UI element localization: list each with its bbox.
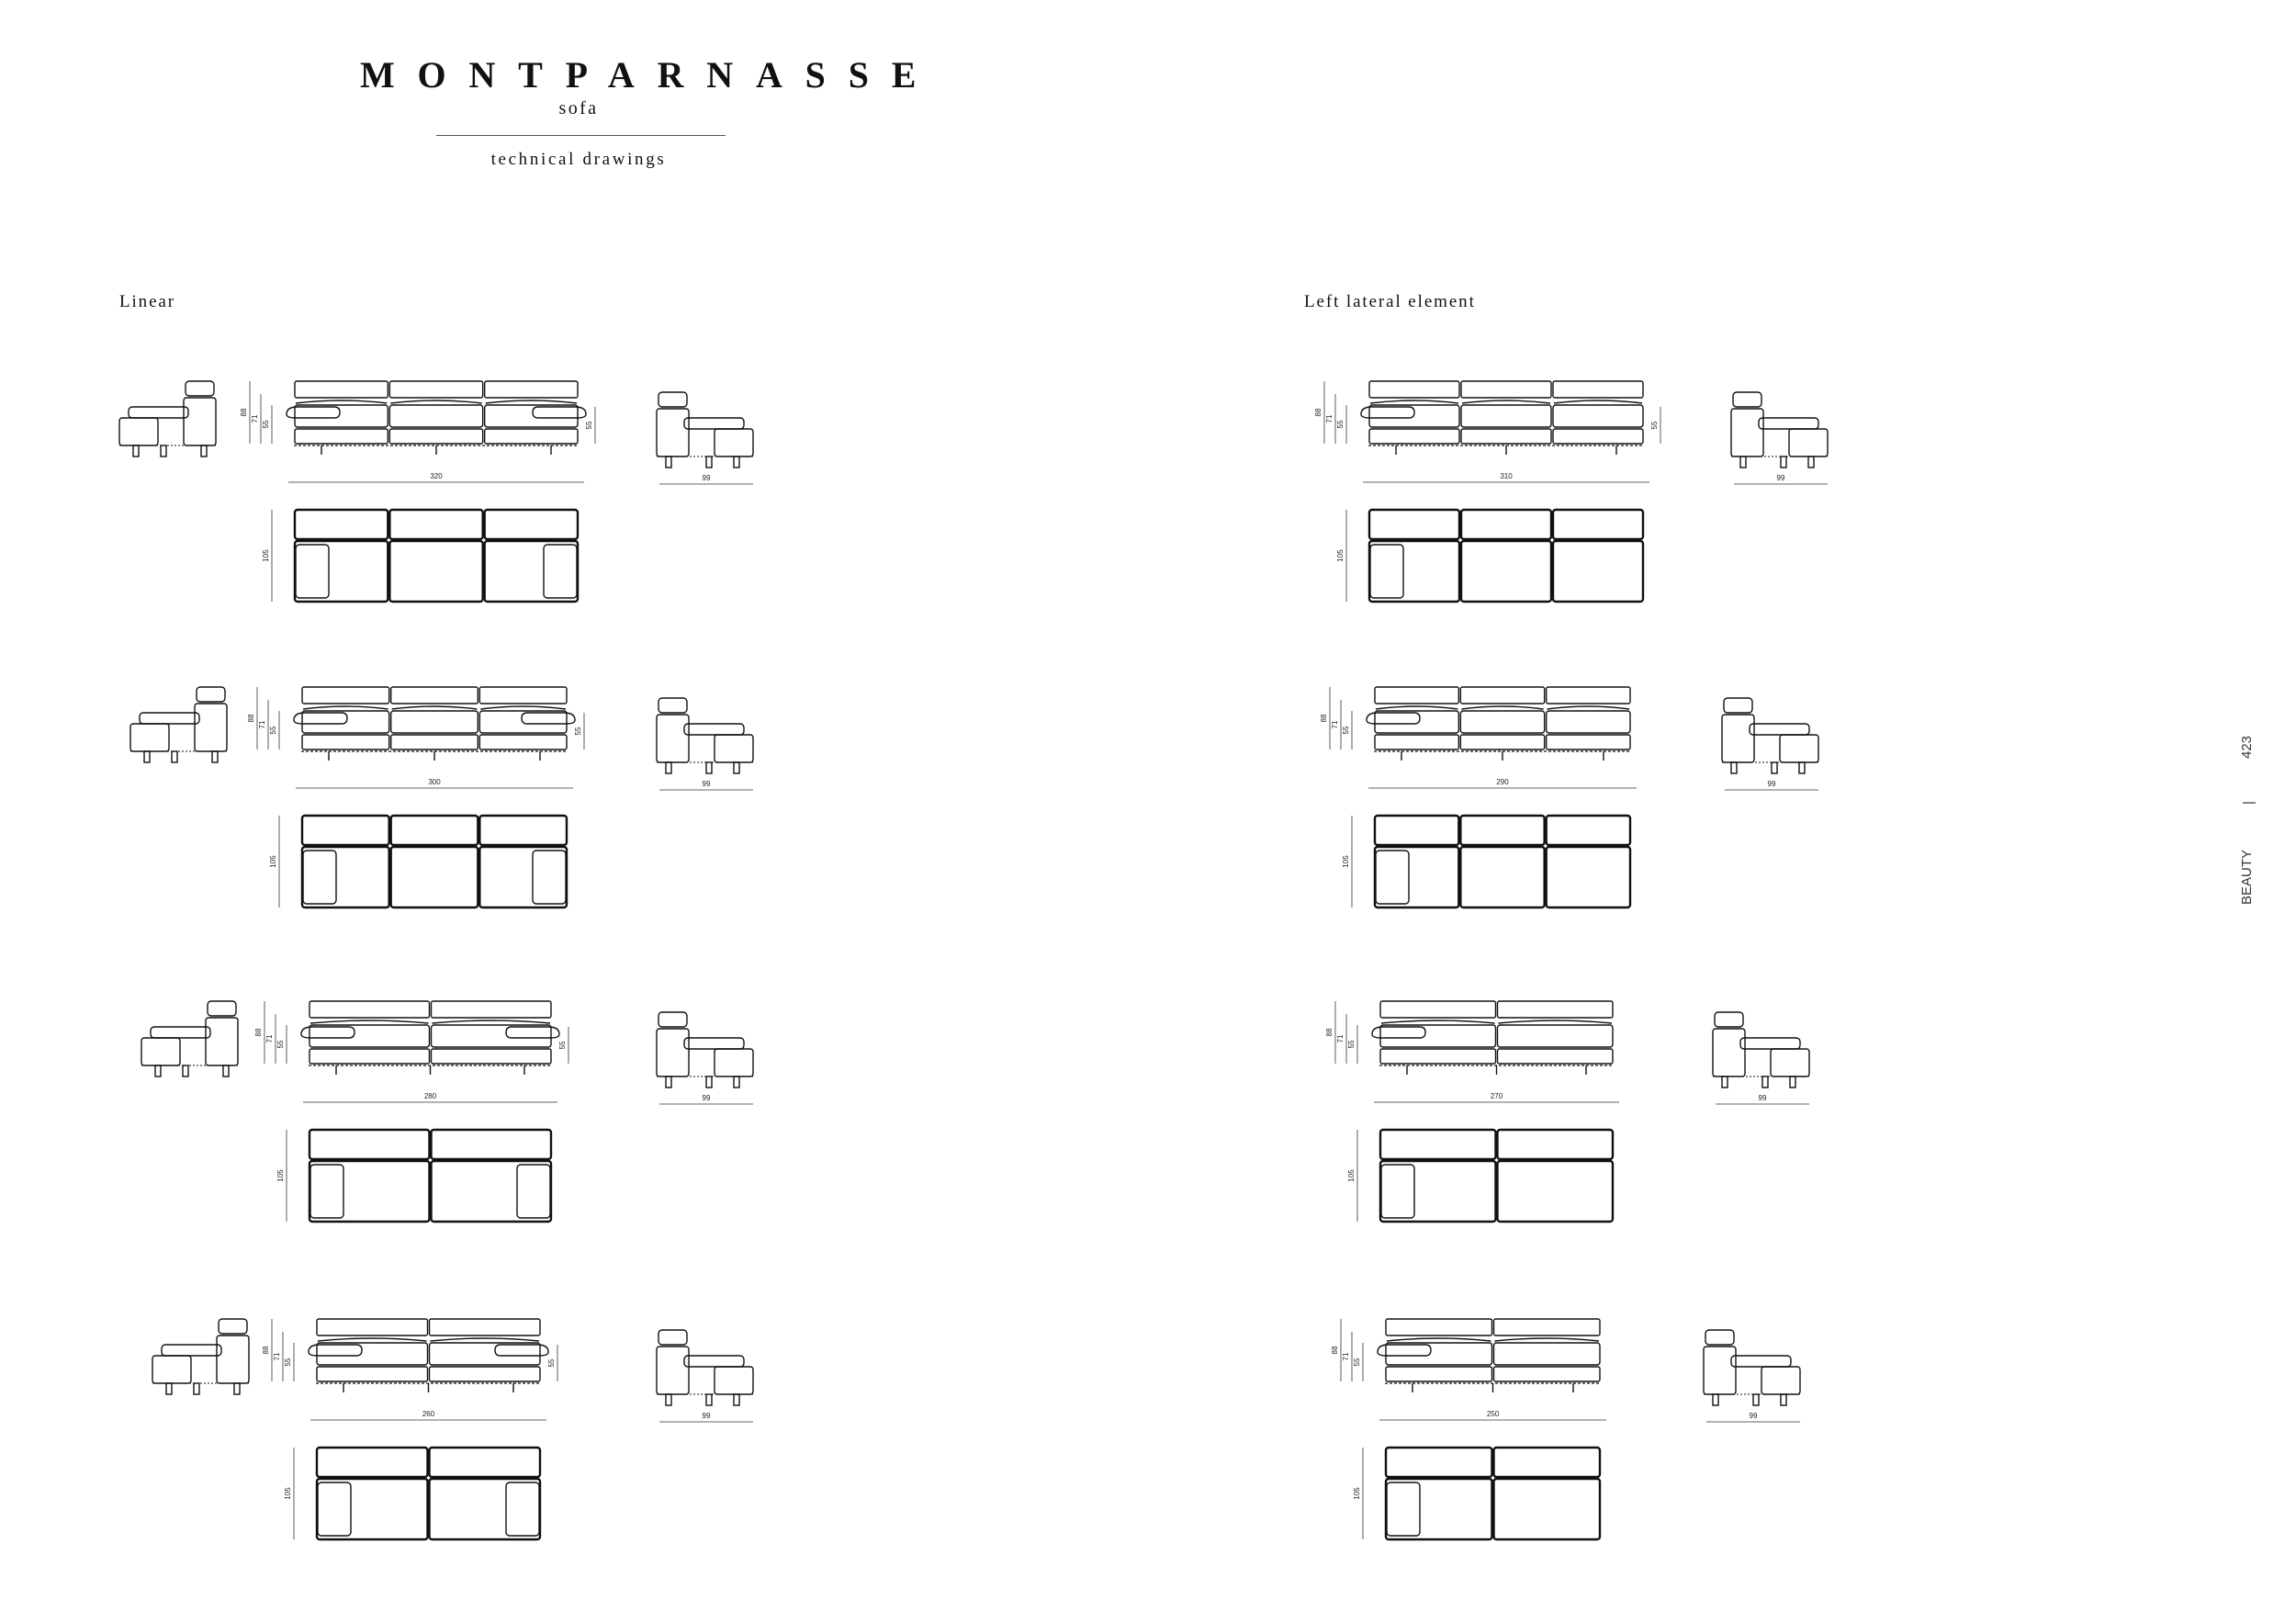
drawing-row-1-1	[1320, 687, 1818, 907]
front-seat-base	[479, 735, 567, 750]
front-seam	[1376, 706, 1458, 709]
front-back-cushion	[1461, 381, 1551, 398]
side-headrest	[1724, 698, 1752, 713]
side-back	[657, 409, 689, 456]
dim-label: 55	[262, 420, 270, 429]
side-leg	[133, 445, 139, 456]
side-back	[195, 704, 227, 751]
top-right-arm	[517, 1165, 550, 1218]
dim-label: 270	[1490, 1092, 1503, 1100]
front-seam	[310, 1020, 429, 1023]
dim-label: 71	[1336, 1034, 1345, 1043]
side-leg	[1762, 1076, 1768, 1088]
top-seat	[317, 1479, 428, 1539]
front-back-cushion	[295, 381, 388, 398]
side-leg	[166, 1383, 172, 1394]
side-seat	[141, 1038, 180, 1065]
front-back-cushion	[1494, 1319, 1601, 1336]
side-seat	[1761, 1367, 1800, 1394]
dim-label: 88	[1320, 714, 1328, 723]
top-seat	[1547, 847, 1630, 907]
brand-title: MONTPARNASSE	[360, 54, 940, 96]
dim-label: 105	[269, 855, 277, 868]
side-headrest	[1733, 392, 1761, 407]
dim-label: 105	[262, 549, 270, 562]
front-back-cushion	[1369, 381, 1459, 398]
side-cushion	[129, 407, 188, 418]
dim-label: 55	[276, 1040, 285, 1049]
front-seat-base	[317, 1367, 428, 1381]
front-back-cushion	[389, 381, 482, 398]
front-back-cushion	[1498, 1001, 1614, 1018]
dim-label: 99	[1749, 1412, 1758, 1420]
dim-label: 99	[1776, 474, 1785, 482]
side-leg	[666, 1394, 671, 1405]
dim-label: 55	[585, 421, 593, 430]
side-back	[657, 1029, 689, 1076]
top-back	[1369, 510, 1459, 539]
side-back	[1704, 1347, 1736, 1394]
side-cushion	[151, 1027, 210, 1038]
side-seat	[119, 418, 158, 445]
drawing-row-1-3	[1331, 1319, 1800, 1539]
front-seat	[485, 405, 578, 427]
side-seat	[152, 1356, 191, 1383]
side-back	[217, 1336, 249, 1383]
top-back	[391, 816, 478, 845]
page-separator: |	[2241, 801, 2257, 805]
side-cushion	[1731, 1356, 1791, 1367]
side-seat	[715, 1367, 753, 1394]
dim-label: 55	[574, 727, 582, 736]
dim-label: 99	[702, 780, 711, 788]
top-back	[1461, 510, 1551, 539]
front-seam	[1462, 400, 1550, 403]
front-back-cushion	[1375, 687, 1458, 704]
front-seam	[392, 706, 478, 709]
top-right-arm	[533, 851, 566, 904]
side-headrest	[658, 1012, 687, 1027]
top-back	[1494, 1448, 1601, 1477]
top-seat	[430, 1479, 541, 1539]
dim-label: 55	[1353, 1358, 1361, 1367]
front-seat-base	[391, 735, 478, 750]
side-leg	[1808, 456, 1814, 468]
top-left-arm	[1370, 545, 1403, 598]
side-leg	[223, 1065, 229, 1076]
side-leg	[666, 1076, 671, 1088]
front-seat	[1461, 405, 1551, 427]
side-headrest	[186, 381, 214, 396]
front-seat-base	[430, 1367, 541, 1381]
dim-label: 105	[1353, 1487, 1361, 1500]
dim-label: 88	[254, 1028, 263, 1037]
dim-label: 105	[1336, 549, 1345, 562]
side-headrest	[658, 698, 687, 713]
front-seat-base	[1375, 735, 1458, 750]
top-left-arm	[1381, 1165, 1414, 1218]
front-seat-base	[1380, 1049, 1496, 1064]
front-back-cushion	[317, 1319, 428, 1336]
top-back	[1460, 816, 1544, 845]
dim-label: 260	[422, 1410, 435, 1418]
side-leg	[1799, 762, 1805, 773]
front-seat	[1494, 1343, 1601, 1365]
top-back	[302, 816, 389, 845]
front-back-cushion	[391, 687, 478, 704]
front-seat	[1369, 405, 1459, 427]
front-seat-base	[1553, 429, 1643, 444]
side-cushion	[162, 1345, 221, 1356]
dim-label: 88	[1314, 408, 1322, 417]
side-leg	[666, 456, 671, 468]
top-left-arm	[318, 1482, 351, 1536]
drawing-row-1-2	[1325, 1001, 1809, 1222]
side-leg	[1781, 1394, 1786, 1405]
dim-label: 88	[247, 714, 255, 723]
top-seat	[1386, 1479, 1492, 1539]
page-number: 423	[2239, 735, 2255, 759]
front-seat	[1386, 1343, 1492, 1365]
dim-label: 290	[1496, 778, 1509, 786]
front-seat-base	[1386, 1367, 1492, 1381]
front-seam	[486, 400, 577, 403]
front-seam	[318, 1338, 427, 1341]
dim-label: 105	[276, 1169, 285, 1182]
dim-label: 71	[1325, 414, 1334, 423]
side-headrest	[197, 687, 225, 702]
side-leg	[706, 456, 712, 468]
front-seat-base	[1460, 735, 1544, 750]
side-seat	[715, 735, 753, 762]
side-leg	[706, 1076, 712, 1088]
front-seat-base	[302, 735, 389, 750]
dim-label: 99	[702, 1094, 711, 1102]
top-seat	[432, 1161, 552, 1222]
front-seat	[1460, 711, 1544, 733]
top-back	[1380, 1130, 1496, 1159]
drawing-row-0-0	[119, 381, 753, 602]
product-subtitle: sofa	[558, 98, 599, 118]
front-seat-base	[1547, 735, 1630, 750]
front-seat	[317, 1343, 428, 1365]
dim-label: 55	[284, 1358, 292, 1367]
front-seam	[480, 706, 566, 709]
top-seat	[485, 541, 578, 602]
dim-label: 71	[273, 1352, 281, 1361]
front-seam	[1548, 706, 1629, 709]
front-seat	[295, 405, 388, 427]
side-leg	[666, 762, 671, 773]
top-seat	[389, 541, 482, 602]
side-leg	[194, 1383, 199, 1394]
dim-label: 250	[1486, 1410, 1500, 1418]
top-back	[485, 510, 578, 539]
dim-label: 71	[1331, 720, 1339, 729]
section-label: BEAUTY	[2239, 849, 2255, 905]
dim-label: 55	[1336, 420, 1345, 429]
top-seat	[1380, 1161, 1496, 1222]
side-leg	[155, 1065, 161, 1076]
side-headrest	[658, 392, 687, 407]
front-seat-base	[389, 429, 482, 444]
top-left-arm	[310, 1165, 343, 1218]
side-back	[184, 398, 216, 445]
side-leg	[1731, 762, 1737, 773]
side-leg	[734, 456, 739, 468]
front-seat-base	[1461, 429, 1551, 444]
front-seat-base	[1498, 1049, 1614, 1064]
front-seat	[1380, 1025, 1496, 1047]
top-back	[430, 1448, 541, 1477]
dim-label: 55	[1650, 421, 1659, 430]
dim-label: 280	[423, 1092, 437, 1100]
column-title-linear: Linear	[119, 292, 175, 311]
top-back	[389, 510, 482, 539]
side-headrest	[1715, 1012, 1743, 1027]
dim-label: 99	[1767, 780, 1776, 788]
dim-label: 88	[262, 1346, 270, 1355]
side-leg	[1781, 456, 1786, 468]
top-seat	[1494, 1479, 1601, 1539]
front-back-cushion	[310, 1001, 430, 1018]
side-leg	[706, 762, 712, 773]
drawing-row-1-0	[1314, 381, 1828, 602]
front-seat-base	[310, 1049, 430, 1064]
side-leg	[1772, 762, 1777, 773]
dim-label: 300	[428, 778, 441, 786]
side-seat	[1780, 735, 1818, 762]
front-seam	[1499, 1020, 1613, 1023]
front-seam	[1495, 1338, 1600, 1341]
side-leg	[144, 751, 150, 762]
dim-label: 310	[1500, 472, 1513, 480]
front-seat	[389, 405, 482, 427]
front-seat	[391, 711, 478, 733]
front-seat	[1553, 405, 1643, 427]
side-leg	[734, 762, 739, 773]
top-seat	[1375, 847, 1458, 907]
side-cushion	[1750, 724, 1809, 735]
top-back	[479, 816, 567, 845]
dim-label: 99	[1758, 1094, 1767, 1102]
front-seam	[1381, 1020, 1495, 1023]
top-back	[432, 1130, 552, 1159]
top-back	[1498, 1130, 1614, 1159]
top-left-arm	[1387, 1482, 1420, 1536]
side-cushion	[1740, 1038, 1800, 1049]
side-leg	[734, 1076, 739, 1088]
dim-label: 71	[258, 720, 266, 729]
front-back-cushion	[1460, 687, 1544, 704]
dim-label: 320	[430, 472, 443, 480]
side-cushion	[1759, 418, 1818, 429]
side-back	[1722, 715, 1754, 762]
front-back-cushion	[302, 687, 389, 704]
top-seat	[1460, 847, 1544, 907]
dim-label: 99	[702, 474, 711, 482]
front-seat-base	[1494, 1367, 1601, 1381]
side-leg	[706, 1394, 712, 1405]
front-seam	[1554, 400, 1642, 403]
front-seam	[431, 1338, 540, 1341]
front-seam	[433, 1020, 551, 1023]
dim-label: 88	[1331, 1346, 1339, 1355]
side-seat	[1789, 429, 1828, 456]
top-right-arm	[506, 1482, 539, 1536]
front-seat	[1375, 711, 1458, 733]
side-back	[206, 1018, 238, 1065]
top-seat	[1553, 541, 1643, 602]
side-leg	[172, 751, 177, 762]
front-seam	[390, 400, 481, 403]
column-title-left-lateral: Left lateral element	[1304, 292, 1476, 311]
side-leg	[734, 1394, 739, 1405]
side-headrest	[208, 1001, 236, 1016]
dim-label: 105	[1342, 855, 1350, 868]
side-headrest	[658, 1330, 687, 1345]
front-back-cushion	[430, 1319, 541, 1336]
top-back	[1547, 816, 1630, 845]
front-seat	[1498, 1025, 1614, 1047]
drawing-row-0-1	[130, 687, 753, 907]
side-cushion	[684, 1038, 744, 1049]
side-headrest	[1705, 1330, 1734, 1345]
front-seat	[1547, 711, 1630, 733]
top-left-arm	[296, 545, 329, 598]
dim-label: 55	[547, 1358, 556, 1368]
top-seat	[479, 847, 567, 907]
side-leg	[234, 1383, 240, 1394]
side-leg	[161, 445, 166, 456]
front-seat-base	[432, 1049, 552, 1064]
dim-label: 71	[1342, 1352, 1350, 1361]
front-seat	[310, 1025, 430, 1047]
front-seam	[1387, 1338, 1491, 1341]
top-back	[317, 1448, 428, 1477]
top-back	[1553, 510, 1643, 539]
side-leg	[1753, 1394, 1759, 1405]
side-leg	[1740, 456, 1746, 468]
side-leg	[1722, 1076, 1728, 1088]
side-back	[657, 1347, 689, 1394]
front-back-cushion	[1547, 687, 1630, 704]
top-left-arm	[1376, 851, 1409, 904]
side-back	[657, 715, 689, 762]
dim-label: 55	[558, 1041, 567, 1050]
front-back-cushion	[1386, 1319, 1492, 1336]
side-seat	[1771, 1049, 1809, 1076]
side-leg	[183, 1065, 188, 1076]
side-leg	[1790, 1076, 1795, 1088]
dim-label: 105	[1347, 1169, 1356, 1182]
front-back-cushion	[485, 381, 578, 398]
front-seam	[1370, 400, 1458, 403]
top-seat	[1461, 541, 1551, 602]
side-seat	[715, 1049, 753, 1076]
front-seat-base	[295, 429, 388, 444]
side-cushion	[684, 1356, 744, 1367]
front-seat	[430, 1343, 541, 1365]
side-cushion	[684, 418, 744, 429]
front-back-cushion	[432, 1001, 552, 1018]
dim-label: 55	[1347, 1040, 1356, 1049]
side-headrest	[219, 1319, 247, 1334]
side-leg	[1713, 1394, 1718, 1405]
front-back-cushion	[1380, 1001, 1496, 1018]
side-cushion	[684, 724, 744, 735]
side-seat	[715, 429, 753, 456]
top-seat	[1369, 541, 1459, 602]
dim-label: 88	[240, 408, 248, 417]
top-seat	[391, 847, 478, 907]
front-seat	[432, 1025, 552, 1047]
front-seam	[1461, 706, 1543, 709]
drawing-row-0-3	[152, 1319, 753, 1539]
top-back	[1375, 816, 1458, 845]
side-back	[1731, 409, 1763, 456]
top-seat	[302, 847, 389, 907]
side-back	[1713, 1029, 1745, 1076]
dim-label: 105	[284, 1487, 292, 1500]
top-back	[1386, 1448, 1492, 1477]
side-leg	[201, 445, 207, 456]
front-seat-base	[1369, 429, 1459, 444]
front-seam	[296, 400, 387, 403]
section-heading: technical drawings	[490, 150, 667, 169]
dim-label: 71	[265, 1034, 274, 1043]
front-seat-base	[485, 429, 578, 444]
top-left-arm	[303, 851, 336, 904]
front-seam	[303, 706, 388, 709]
side-leg	[212, 751, 218, 762]
dim-label: 71	[251, 414, 259, 423]
top-seat	[310, 1161, 430, 1222]
dim-label: 55	[1342, 726, 1350, 735]
dim-label: 99	[702, 1412, 711, 1420]
dim-label: 55	[269, 726, 277, 735]
side-cushion	[140, 713, 199, 724]
front-back-cushion	[479, 687, 567, 704]
top-back	[310, 1130, 430, 1159]
top-seat	[1498, 1161, 1614, 1222]
side-seat	[130, 724, 169, 751]
top-right-arm	[544, 545, 577, 598]
top-seat	[295, 541, 388, 602]
front-back-cushion	[1553, 381, 1643, 398]
dim-label: 88	[1325, 1028, 1334, 1037]
top-back	[295, 510, 388, 539]
drawing-row-0-2	[141, 1001, 753, 1222]
